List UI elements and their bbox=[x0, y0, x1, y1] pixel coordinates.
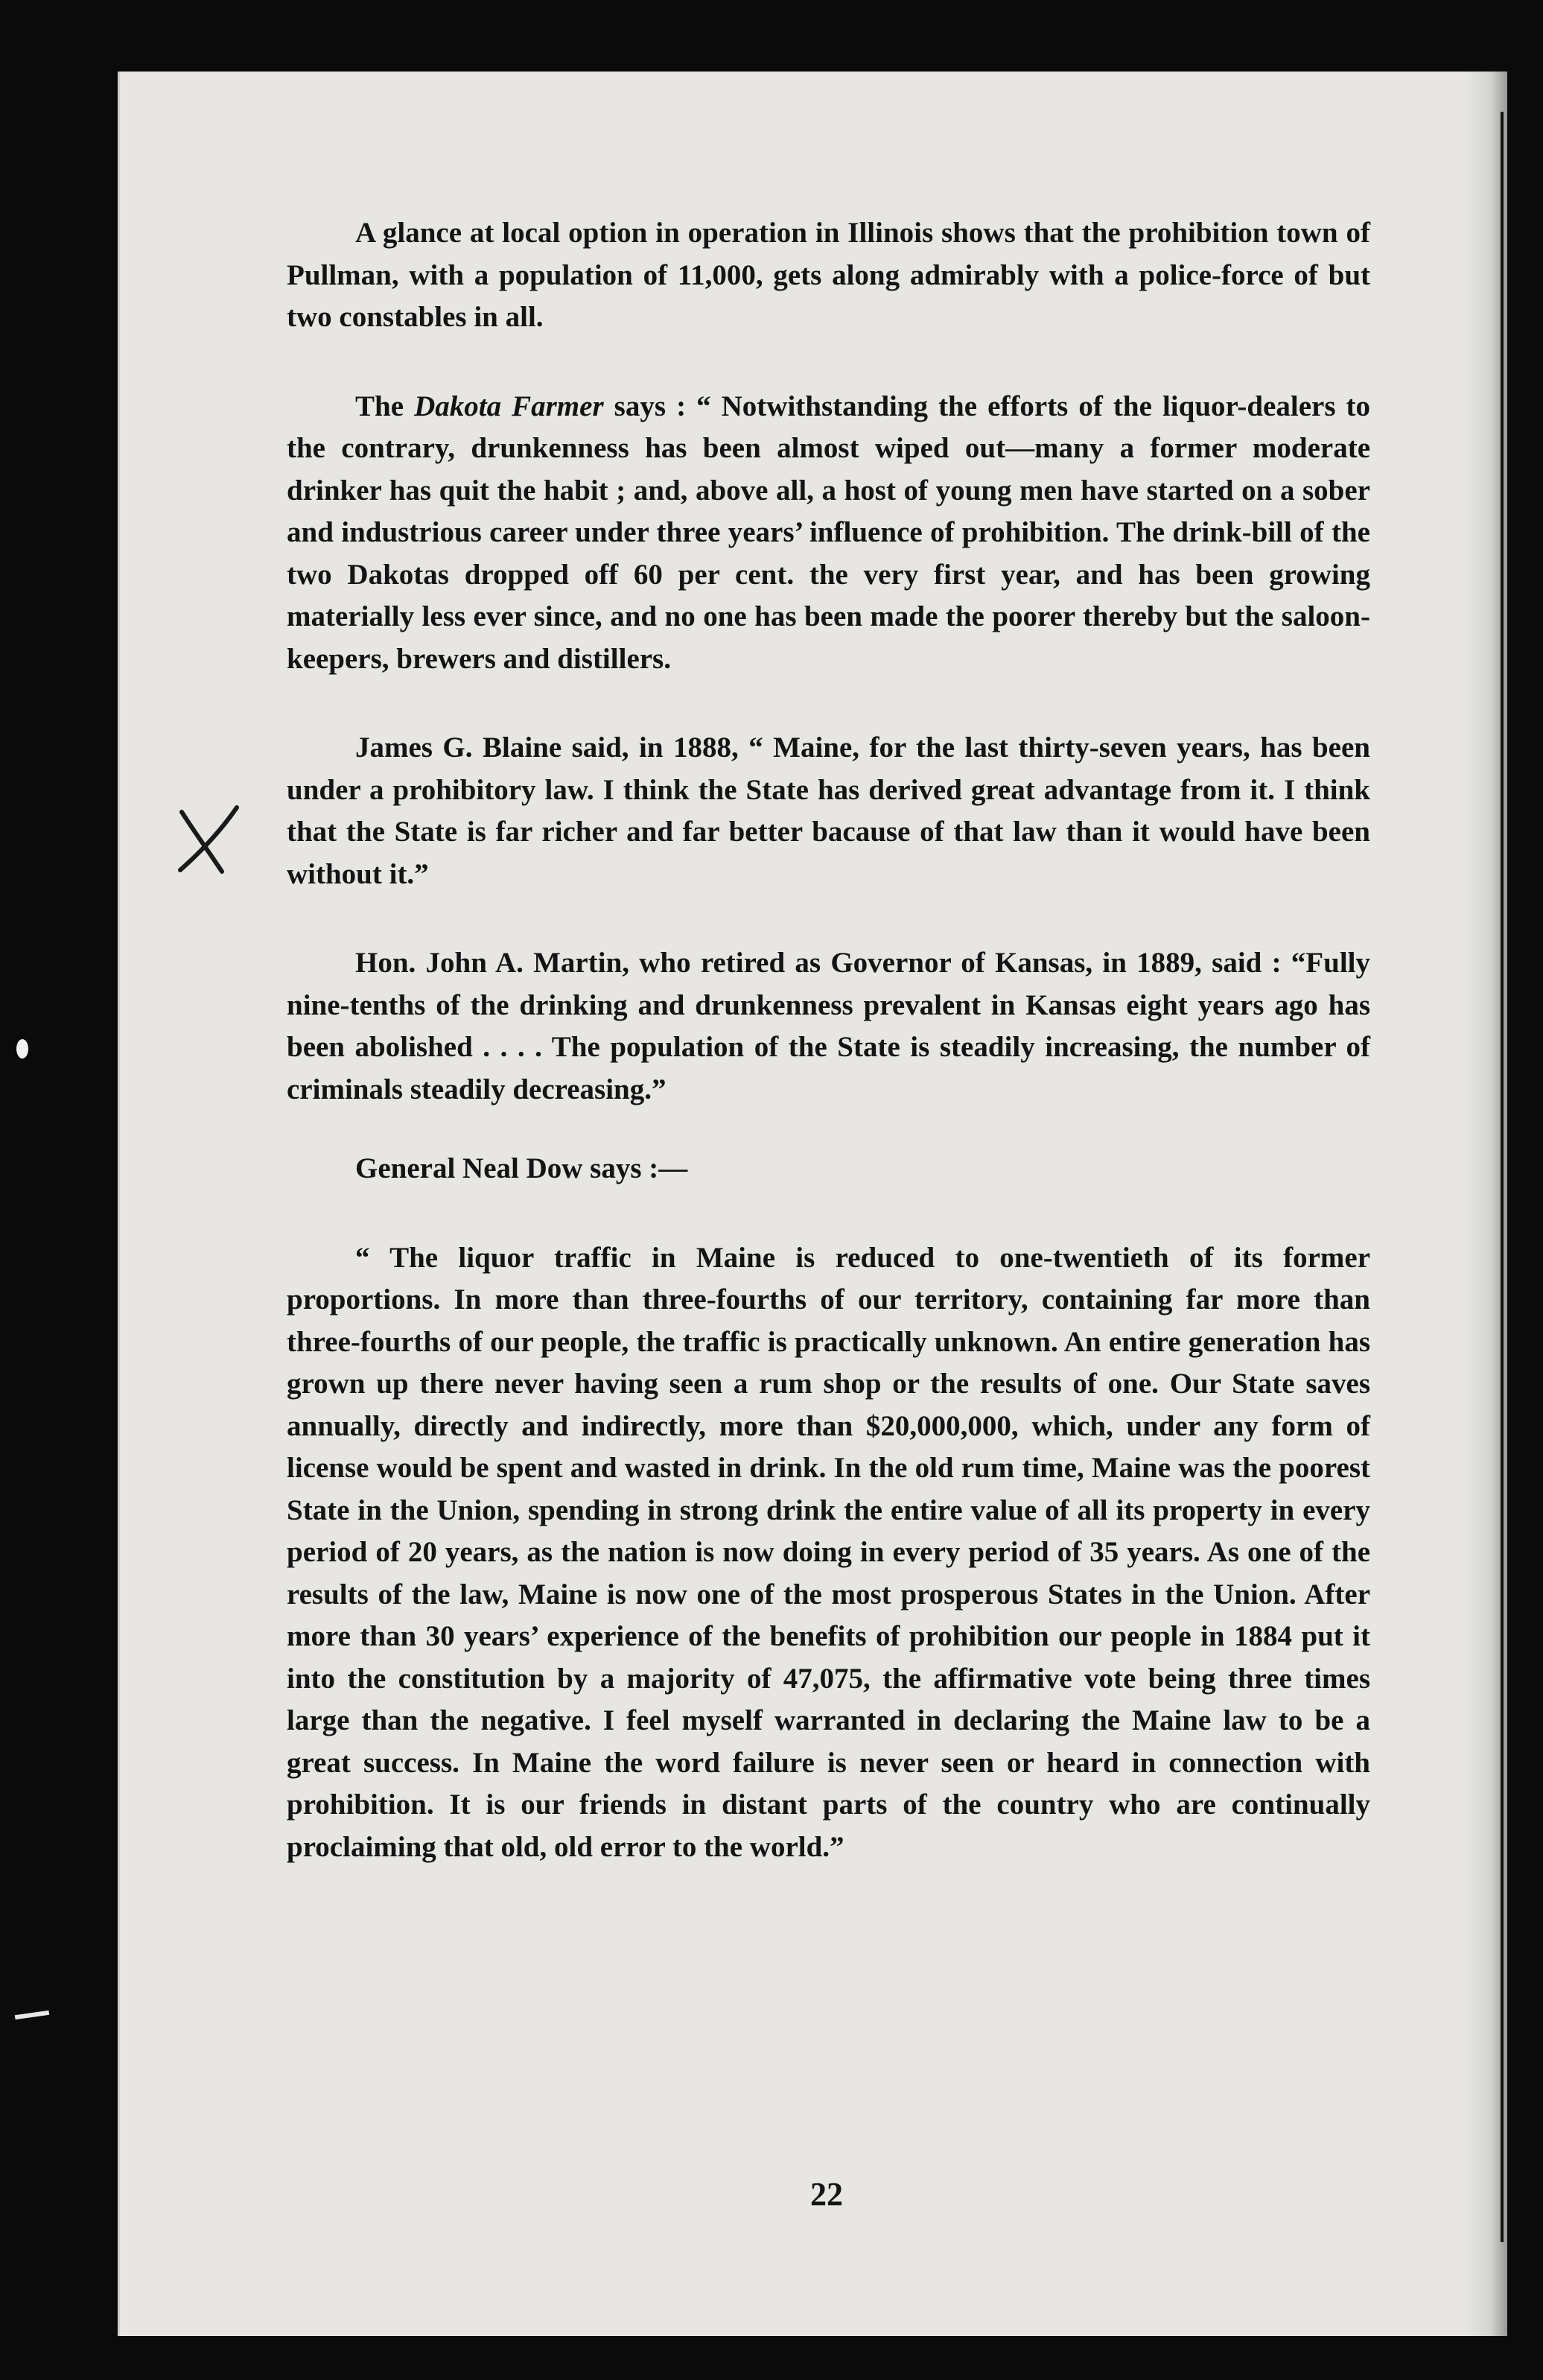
paragraph-neal-dow-intro: General Neal Dow says :— bbox=[355, 1152, 688, 1184]
paragraph-martin: Hon. John A. Martin, who retired as Governor of Kansas, in 1889, said : “Fully nine-tenths of the drinking and drunkenness prevalent in Kansas eight years ago has been abolished . . . . The population of the State is steadily increasing, the number of criminals steadily decreasing.” bbox=[287, 947, 1370, 1105]
film-speck bbox=[16, 1039, 28, 1059]
dakota-quote: says : “ Notwithstanding the efforts of the liquor-dealers to the contrary, drunkenness has been almost wiped out—many a former moderate drinker has quit the habit ; and, above all, a host of young men have started on a sober and industrious career under three years’ influence of prohibition. The drink-bill of the two Dakotas dropped off 60 per cent. the very first year, and has been growing materially less ever since, and no one has been made the poorer thereby but the saloon-keepers, brewers and distillers. bbox=[287, 390, 1371, 675]
binding-divider bbox=[1501, 112, 1504, 2242]
dakota-farmer-title: Dakota Farmer bbox=[414, 390, 604, 422]
margin-x-mark bbox=[171, 797, 246, 879]
page-number: 22 bbox=[810, 2176, 843, 2212]
page-body bbox=[287, 212, 1370, 1868]
film-streak bbox=[15, 2011, 49, 2019]
paragraph-dakota-farmer bbox=[287, 386, 1370, 681]
paragraph-neal-dow-quote: “ The liquor traffic in Maine is reduced to one-twentieth of its former proportions. In more than three-fourths of our territory, containing far more than three-fourths of our people, the traffic is practically unknown. An entire generation has grown up there never having seen a rum shop or the results of one. Our State saves annually, directly and indirectly, more than $20,000,000, which, under any form of license would be spent and wasted in drink. In the old rum time, Maine was the poorest State in the Union, spending in strong drink the entire value of all its property in every period of 20 years, as the nation is now doing in every period of 35 years. As one of the results of the law, Maine is now one of the most prosperous States in the Union. After more than 30 years’ experience of the benefits of prohibition our people in 1884 put it into the constitution by a majority of 47,075, the affirmative vote being three times large than the negative. I feel myself warranted in declaring the Maine law to be a great success. In Maine the word failure is never seen or heard in connection with prohibition. It is our friends in distant parts of the country who are continually proclaiming that old, old error to the world.” bbox=[287, 1241, 1370, 1863]
paragraph-blaine: James G. Blaine said, in 1888, “ Maine, for the last thirty-seven years, has been under a prohibitory law. I think the State has derived great advantage from it. I think that the State is far richer and far better bacause of that law than it would have been without it.” bbox=[287, 732, 1370, 890]
paragraph-pullman: A glance at local option in operation in Illinois shows that the prohibition town of Pullman, with a population of 11,000, gets along admirably with a police-force of but two constables in all. bbox=[287, 217, 1370, 333]
dakota-prefix: The bbox=[355, 390, 404, 422]
